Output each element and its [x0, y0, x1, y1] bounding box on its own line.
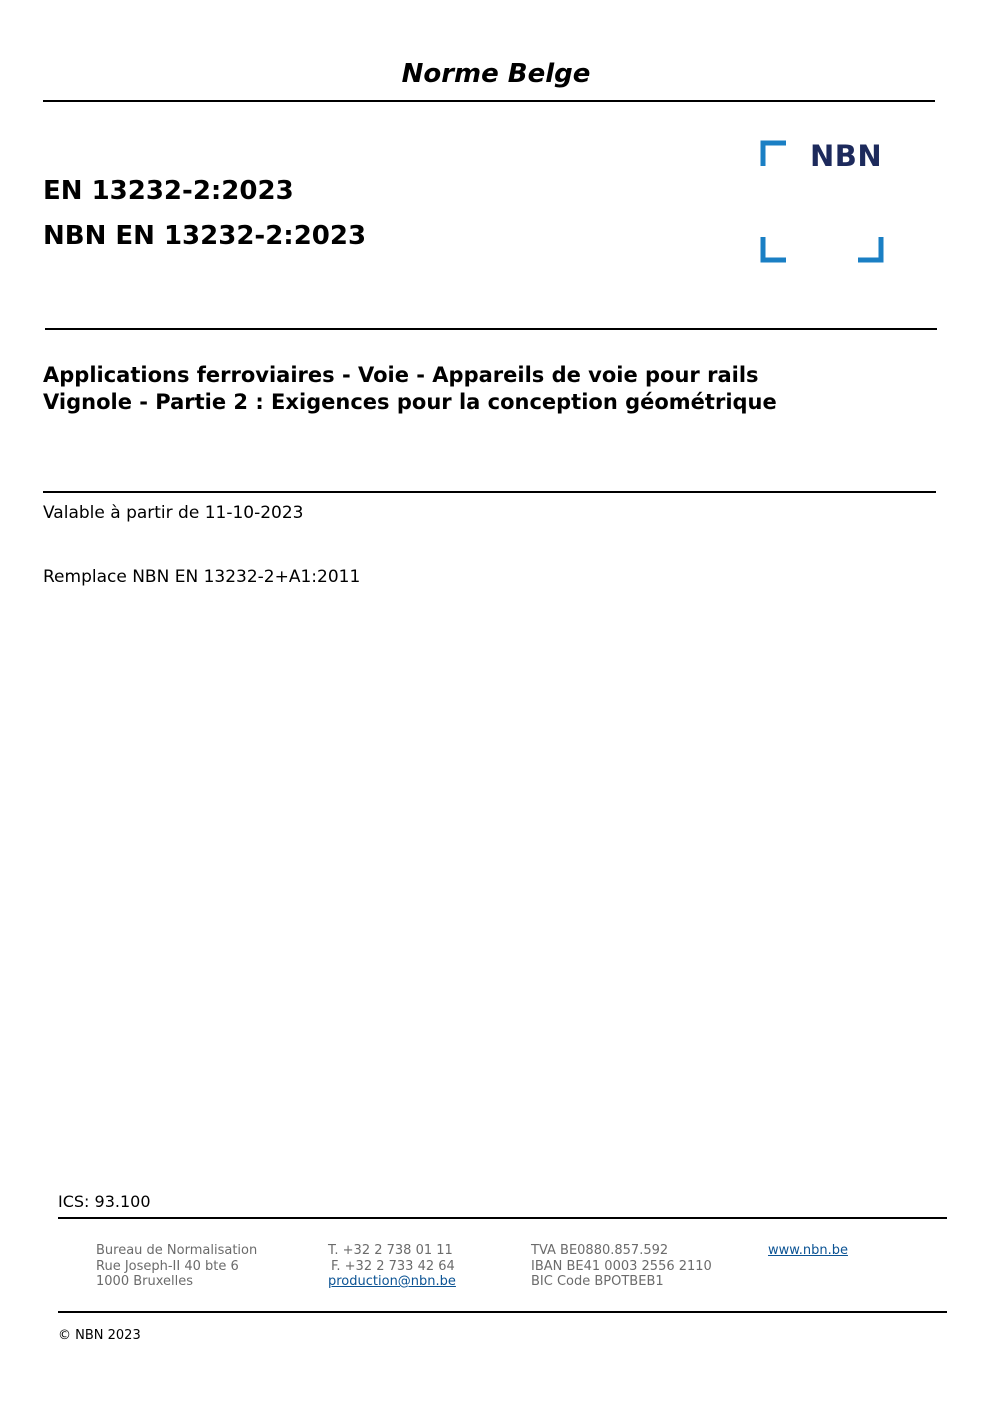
footer-address [96, 1243, 257, 1290]
footer-contact [328, 1243, 456, 1290]
en-standard-number: EN 13232-2:2023 [43, 176, 294, 206]
header-title: Norme Belge [401, 59, 591, 89]
nbn-logo [760, 140, 886, 264]
iban-number: IBAN BE41 0003 2556 2110 [531, 1258, 712, 1274]
document-title-line-1: Applications ferroviaires - Voie - Appareils de voie pour rails [43, 363, 759, 387]
footer-web [768, 1243, 848, 1259]
logo-text: NBN [810, 139, 883, 173]
phone-number: T. +32 2 738 01 11 [328, 1243, 453, 1258]
address-line-2: Rue Joseph-II 40 bte 6 [96, 1258, 239, 1274]
logo-bracket-top-left [763, 143, 786, 166]
title-divider-bottom [43, 491, 936, 493]
replaces-note: Remplace NBN EN 13232-2+A1:2011 [43, 567, 361, 587]
document-title [43, 362, 933, 416]
logo-bracket-bottom-left [763, 237, 786, 260]
footer-bank [531, 1243, 712, 1290]
vat-number: TVA BE0880.857.592 [531, 1243, 669, 1258]
logo-bracket-bottom-right [858, 237, 881, 260]
fax-number: F. +32 2 733 42 64 [331, 1258, 455, 1274]
address-line-1: Bureau de Normalisation [96, 1243, 258, 1258]
website-link[interactable]: www.nbn.be [768, 1243, 848, 1258]
title-divider-top [45, 328, 937, 330]
footer-divider-bottom [58, 1311, 947, 1313]
nbn-standard-number: NBN EN 13232-2:2023 [43, 221, 367, 251]
address-line-3: 1000 Bruxelles [96, 1274, 194, 1289]
document-title-line-2: Vignole - Partie 2 : Exigences pour la conception géométrique [43, 390, 777, 414]
email-link[interactable]: production@nbn.be [328, 1274, 456, 1289]
bic-code: BIC Code BPOTBEB1 [531, 1274, 664, 1289]
ics-code: ICS: 93.100 [58, 1192, 151, 1211]
footer-divider-top [58, 1217, 947, 1219]
copyright-notice: © NBN 2023 [58, 1328, 141, 1343]
validity-date: Valable à partir de 11-10-2023 [43, 503, 304, 523]
header-divider [43, 100, 935, 102]
